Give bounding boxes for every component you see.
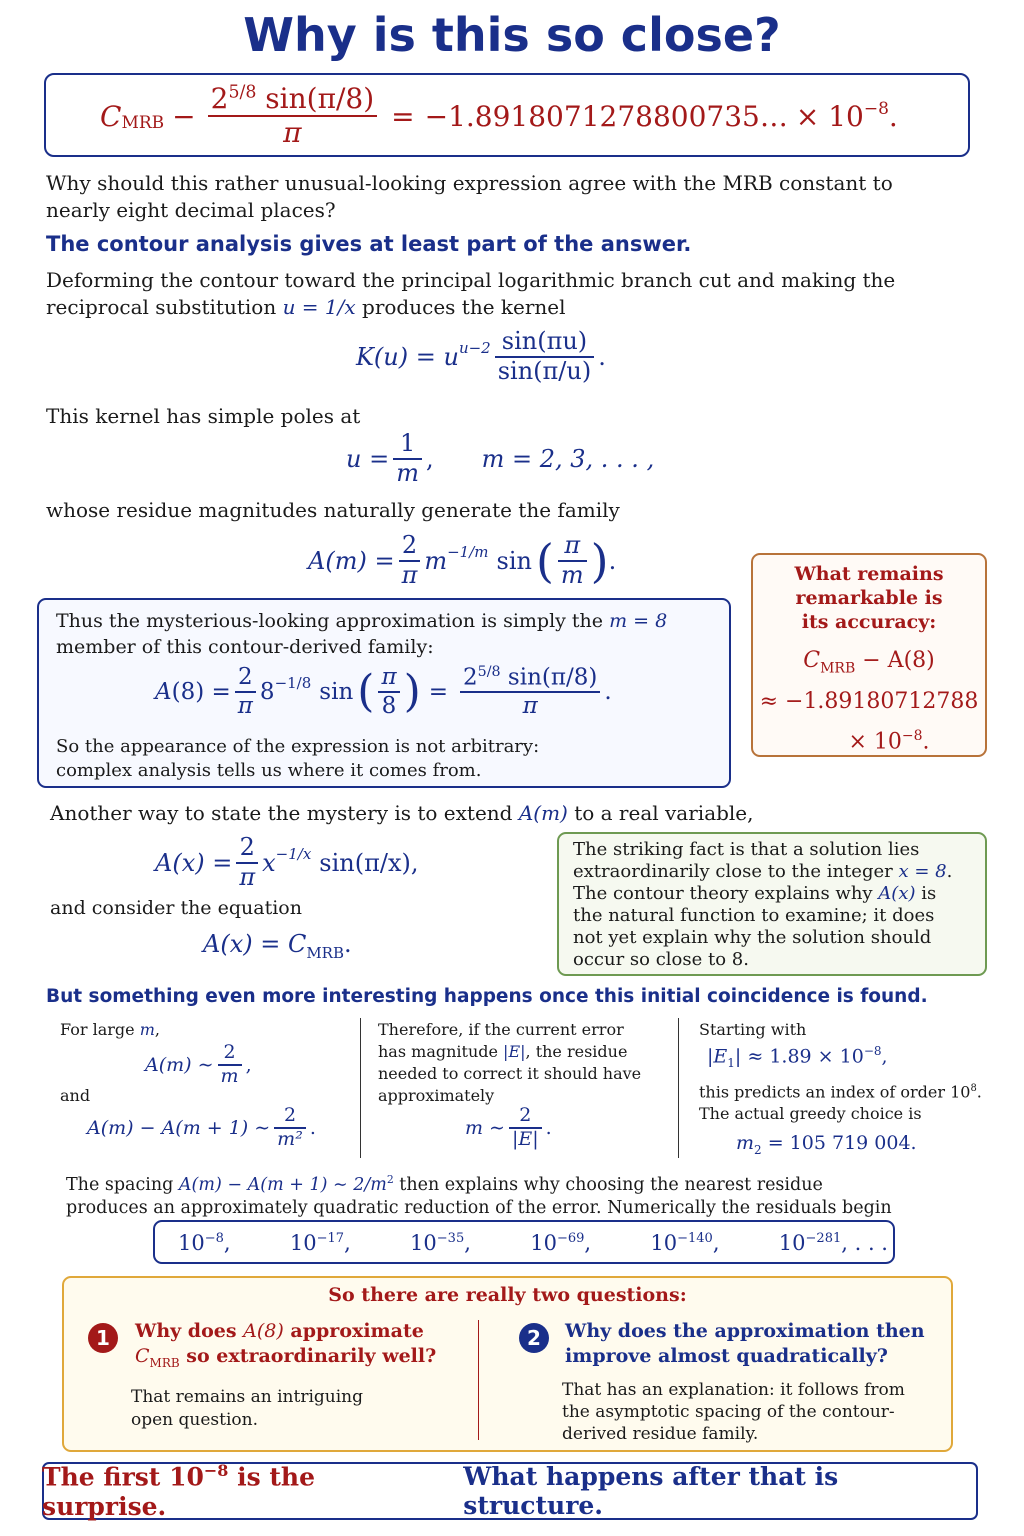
striking-text: The striking fact is that a solution lies extraordinarily close to the integer x = 8. The contour theory explains why A(x) is the natural function to examine; it does not yet explain why the solution should occur so close to 8.	[573, 839, 953, 970]
col1-formula-2: A(m) − A(m + 1) ∼ $\frac{2}{\text{m²}}$ .	[87, 1104, 316, 1150]
residual-item: $10^{-8}$,	[178, 1231, 231, 1255]
residual-item: $10^{-69}$,	[530, 1231, 592, 1255]
column-divider-2	[678, 1018, 679, 1158]
residue-text: whose residue magnitudes naturally generate the family	[46, 498, 620, 522]
question-1: 1 Why does A(8) approximate $C_{MRB}$ so extraordinarily well? That remains an intriguing open question.	[88, 1319, 468, 1432]
col3-formula-1: $|E_1| \approx 1.89 \times 10^{-8}$,	[707, 1044, 888, 1071]
accuracy-formula: $C_{MRB} - A(8)$ ≈ −1.89180712788 × $10^{-8}$.	[759, 648, 979, 755]
column-divider-1	[360, 1018, 361, 1158]
member-text: Thus the mysterious-looking approximation is simply the m = 8 member of this contour-derived family:	[56, 610, 668, 658]
top-formula: C $_{MRB}$ − $\frac{2^{5/8} \sin(\pi/8)}{\pi}$ = −1.8918071278800735… × 10 $^{-8}$ .	[100, 81, 898, 149]
column-error: Therefore, if the current error has magnitude |E|, the residue needed to correct it should have approximately	[378, 1020, 642, 1105]
questions-heading: So there are really two questions:	[328, 1284, 687, 1306]
spacing-text: The spacing A(m) − A(m + 1) ∼ $2/m^2$ then explains why choosing the nearest residue produces an approximately quadratic reduction of the error. Numerically the residuals begin	[66, 1173, 892, 1218]
interesting-heading: But something even more interesting happens once this initial coincidence is found.	[46, 986, 928, 1007]
questions-divider	[478, 1320, 479, 1440]
col2-formula: m ∼ $\frac{2}{|E|}$ .	[465, 1104, 552, 1150]
question-2: 2 Why does the approximation then improve almost quadratically? That has an explanation: it follows from the asymptotic spacing of the contour- derived residue family.	[519, 1319, 939, 1445]
poles-formula: u = $\frac{1}{m}$ , m = 2, 3, . . . ,	[346, 429, 655, 487]
page-title: Why is this so close?	[243, 8, 781, 62]
number-2-icon: 2	[519, 1323, 549, 1353]
residual-item: $10^{-17}$,	[289, 1231, 351, 1255]
member-conclusion: So the appearance of the expression is not arbitrary: complex analysis tells us where it comes from.	[56, 736, 540, 781]
number-1-icon: 1	[88, 1323, 118, 1353]
family-formula: A(m) = $\frac{2}{\pi}$ m $^{-1/m}$ sin ( $\frac{\pi}{m}$ ) .	[308, 531, 617, 589]
col3-text: this predicts an index of order $10^8$. The actual greedy choice is	[699, 1082, 982, 1124]
column-asymptotics: For large m,	[60, 1020, 160, 1039]
contour-heading: The contour analysis gives at least part of the answer.	[46, 232, 692, 256]
residuals-list	[178, 1226, 888, 1260]
poles-text: This kernel has simple poles at	[46, 404, 361, 428]
accuracy-content: What remains remarkable is its accuracy:	[794, 563, 944, 633]
consider-text: and consider the equation	[50, 897, 302, 919]
col1-formula-1: A(m) ∼ $\frac{2}{m}$ ,	[145, 1041, 252, 1087]
mrb-value: −1.8918071278800735…	[424, 99, 788, 133]
footer-text: The first $10^{-8}$ is the surprise. What happens after that is structure.	[42, 1461, 839, 1521]
kernel-formula: K(u) = u $^{u-2}$ $\frac{\sin(\pi u)}{\sin(\pi/u)}$ .	[356, 327, 606, 385]
ax-formula: A(x) = $\frac{2}{\pi}$ x $^{-1/x}$ sin(π/x),	[155, 833, 419, 891]
top-fraction: $\frac{2^{5/8} \sin(\pi/8)}{\pi}$	[208, 83, 378, 149]
member-formula: A(8) = $\frac{2}{\pi}$ 8 $^{-1/8}$ sin ( $\frac{\pi}{8}$ ) = $\frac{2^{5/8} \sin(\pi/8)}{\pi}$ .	[155, 664, 612, 720]
residual-item: $10^{-140}$,	[650, 1231, 720, 1255]
column-greedy: Starting with	[699, 1020, 807, 1039]
residual-item: $10^{-281}$, . . .	[778, 1231, 888, 1255]
residual-item: $10^{-35}$,	[410, 1231, 471, 1255]
equation: $A(x) = C_{MRB}$.	[203, 930, 352, 962]
intro-text: Why should this rather unusual-looking expression agree with the MRB constant to nearly eight decimal places?	[46, 171, 893, 222]
another-text: Another way to state the mystery is to extend A(m) to a real variable,	[50, 801, 754, 825]
deform-text: Deforming the contour toward the principal logarithmic branch cut and making the reciprocal substitution u = 1/x produces the kernel	[46, 268, 896, 319]
col3-formula-2: $m_2 = 105$ 719 004.	[736, 1132, 917, 1157]
col1-and: and	[60, 1086, 91, 1105]
